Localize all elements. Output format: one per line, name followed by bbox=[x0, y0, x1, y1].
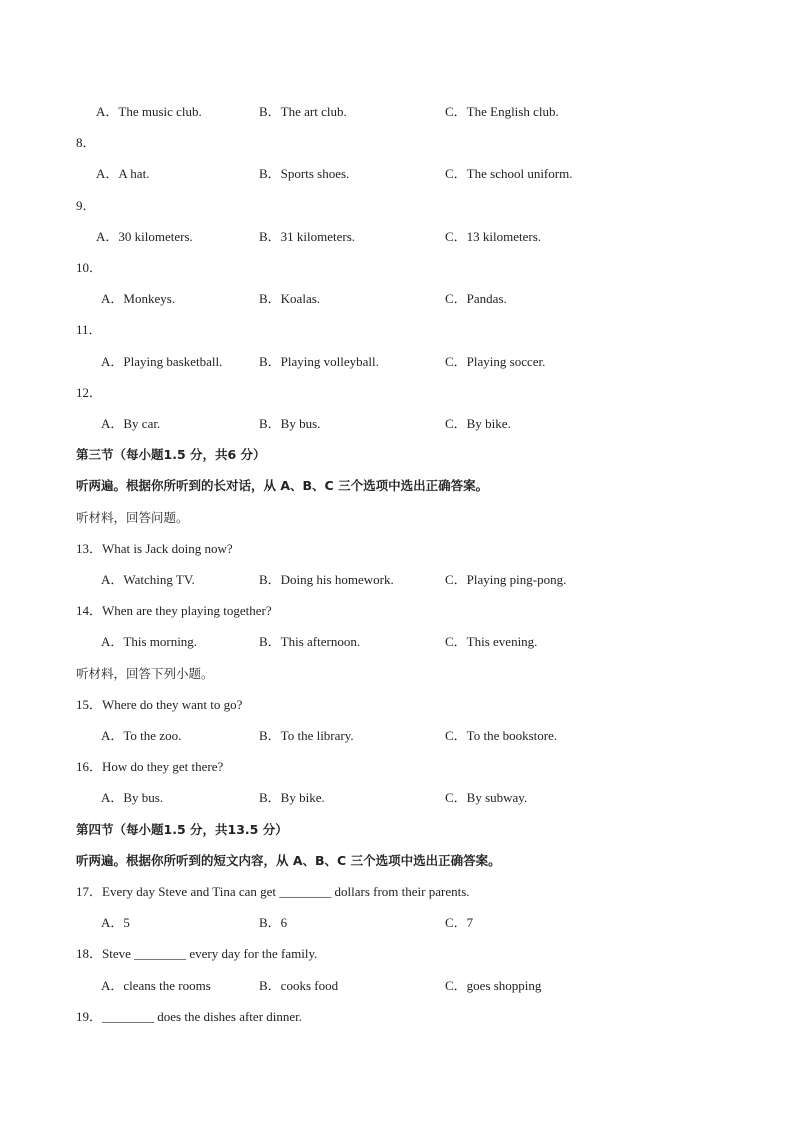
option-a: A．cleans the rooms bbox=[101, 978, 211, 993]
question-number: 8． bbox=[76, 135, 96, 150]
option-c: C．goes shopping bbox=[445, 978, 542, 993]
answer-options-row bbox=[0, 102, 794, 122]
instruction-text-line bbox=[0, 664, 794, 684]
option-a: A．By car. bbox=[101, 416, 161, 431]
answer-options-row bbox=[0, 164, 794, 184]
instruction-text: 听材料，回答下列小题。 bbox=[76, 666, 214, 681]
section-heading-line bbox=[0, 851, 794, 871]
option-b: B．To the library. bbox=[259, 728, 354, 743]
instruction-text: 听材料，回答问题。 bbox=[76, 510, 189, 525]
option-b: B．Sports shoes. bbox=[259, 166, 350, 181]
option-a: A．A hat. bbox=[96, 166, 150, 181]
question-text-line bbox=[0, 882, 794, 902]
section-heading-line bbox=[0, 445, 794, 465]
question-text-line bbox=[0, 757, 794, 777]
option-c: C．By bike. bbox=[445, 416, 511, 431]
option-c: C．Playing soccer. bbox=[445, 354, 546, 369]
option-b: B．Koalas. bbox=[259, 291, 321, 306]
section-heading: 听两遍。根据你所听到的长对话，从 A、B、C 三个选项中选出正确答案。 bbox=[76, 478, 489, 493]
option-b: B．31 kilometers. bbox=[259, 229, 356, 244]
question-text: 19．________ does the dishes after dinner. bbox=[76, 1009, 303, 1024]
question-text-line bbox=[0, 539, 794, 559]
section-heading: 第三节（每小题1.5 分，共6 分） bbox=[76, 447, 266, 462]
option-c: C．Pandas. bbox=[445, 291, 507, 306]
question-text-line bbox=[0, 601, 794, 621]
instruction-text-line bbox=[0, 508, 794, 528]
option-c: C．7 bbox=[445, 915, 474, 930]
option-c: C．The school uniform. bbox=[445, 166, 573, 181]
option-a: A．Playing basketball. bbox=[101, 354, 223, 369]
option-b: B．Playing volleyball. bbox=[259, 354, 379, 369]
question-text-line bbox=[0, 944, 794, 964]
question-text: 18．Steve ________ every day for the family. bbox=[76, 946, 318, 961]
answer-options-row bbox=[0, 352, 794, 372]
question-number-line bbox=[0, 320, 794, 340]
option-b: B．This afternoon. bbox=[259, 634, 361, 649]
option-b: B．cooks food bbox=[259, 978, 339, 993]
question-text: 14．When are they playing together? bbox=[76, 603, 272, 618]
question-text-line bbox=[0, 1007, 794, 1027]
question-number: 10． bbox=[76, 260, 103, 275]
option-a: A．Monkeys. bbox=[101, 291, 176, 306]
option-c: C．13 kilometers. bbox=[445, 229, 542, 244]
question-number: 12． bbox=[76, 385, 103, 400]
answer-options-row bbox=[0, 227, 794, 247]
option-c: C．This evening. bbox=[445, 634, 538, 649]
option-a: A．This morning. bbox=[101, 634, 198, 649]
question-number-line bbox=[0, 258, 794, 278]
question-number: 9． bbox=[76, 198, 96, 213]
question-text: 17．Every day Steve and Tina can get ________ dollars from their parents. bbox=[76, 884, 470, 899]
section-heading-line bbox=[0, 476, 794, 496]
answer-options-row bbox=[0, 976, 794, 996]
option-a: A．Watching TV. bbox=[101, 572, 195, 587]
option-c: C．The English club. bbox=[445, 104, 559, 119]
question-text: 15．Where do they want to go? bbox=[76, 697, 243, 712]
answer-options-row bbox=[0, 913, 794, 933]
option-b: B．By bike. bbox=[259, 790, 325, 805]
question-number-line bbox=[0, 383, 794, 403]
answer-options-row bbox=[0, 414, 794, 434]
option-a: A．To the zoo. bbox=[101, 728, 182, 743]
answer-options-row bbox=[0, 726, 794, 746]
option-b: B．By bus. bbox=[259, 416, 321, 431]
option-a: A．By bus. bbox=[101, 790, 164, 805]
section-heading: 第四节（每小题1.5 分，共13.5 分） bbox=[76, 822, 288, 837]
answer-options-row bbox=[0, 570, 794, 590]
question-text: 13．What is Jack doing now? bbox=[76, 541, 233, 556]
option-a: A．5 bbox=[101, 915, 130, 930]
answer-options-row bbox=[0, 788, 794, 808]
question-text-line bbox=[0, 695, 794, 715]
option-b: B．Doing his homework. bbox=[259, 572, 394, 587]
option-a: A．30 kilometers. bbox=[96, 229, 193, 244]
question-number-line bbox=[0, 133, 794, 153]
option-c: C．By subway. bbox=[445, 790, 528, 805]
section-heading-line bbox=[0, 820, 794, 840]
answer-options-row bbox=[0, 632, 794, 652]
question-text: 16．How do they get there? bbox=[76, 759, 224, 774]
option-b: B．6 bbox=[259, 915, 288, 930]
option-b: B．The art club. bbox=[259, 104, 347, 119]
answer-options-row bbox=[0, 289, 794, 309]
section-heading: 听两遍。根据你所听到的短文内容，从 A、B、C 三个选项中选出正确答案。 bbox=[76, 853, 501, 868]
option-a: A．The music club. bbox=[96, 104, 202, 119]
option-c: C．Playing ping-pong. bbox=[445, 572, 567, 587]
question-number: 11． bbox=[76, 322, 102, 337]
option-c: C．To the bookstore. bbox=[445, 728, 558, 743]
question-number-line bbox=[0, 196, 794, 216]
